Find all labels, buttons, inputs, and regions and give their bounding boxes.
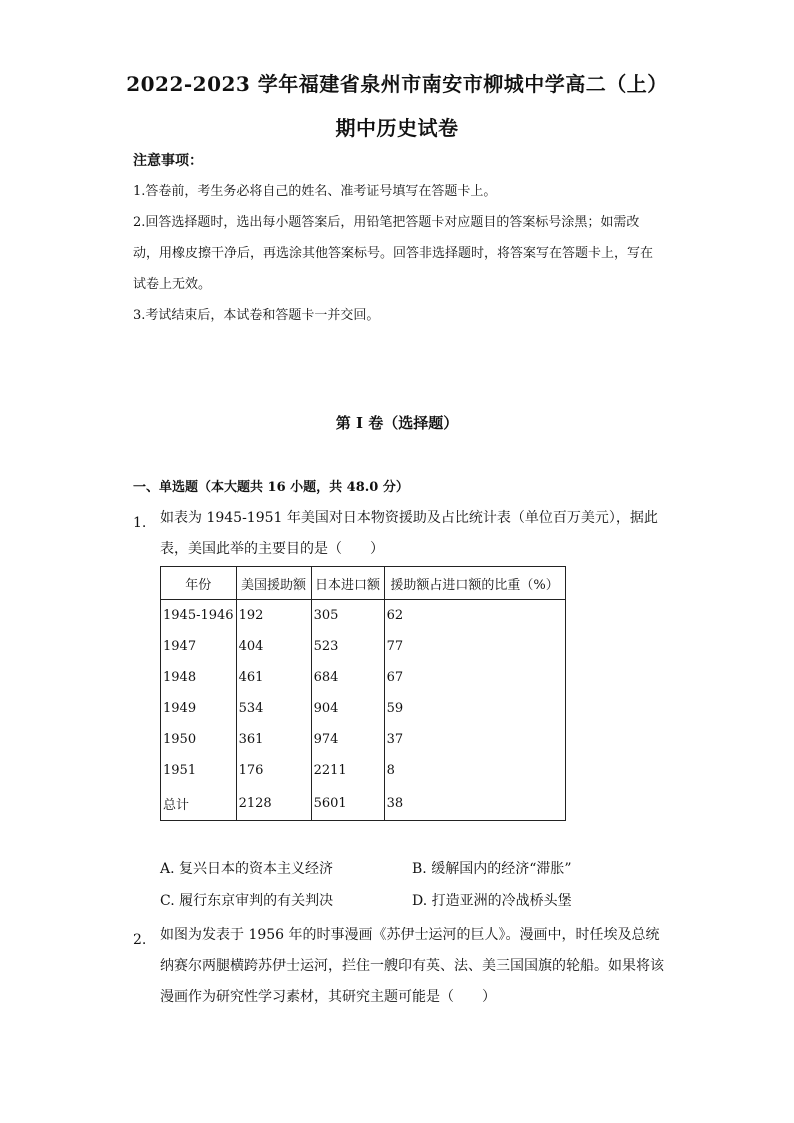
table-header-cell: 年份: [161, 567, 237, 600]
question-1-option-a[interactable]: A. 复兴日本的资本主义经济: [160, 861, 334, 877]
table-header-row: [161, 567, 566, 600]
table-cell: 2128: [236, 786, 311, 821]
table-cell: 1948: [161, 662, 237, 693]
table-header-cell: 美国援助额: [236, 567, 311, 600]
table-cell: 38: [384, 786, 565, 821]
table-cell: 523: [311, 631, 384, 662]
table-cell: 176: [236, 755, 311, 786]
question-1-option-c[interactable]: C. 履行东京审判的有关判决: [160, 893, 334, 909]
exam-title-line1: 2022-2023 学年福建省泉州市南安市柳城中学高二（上）: [126, 72, 668, 96]
table-cell: 8: [384, 755, 565, 786]
table-header-cell: 日本进口额: [311, 567, 384, 600]
aid-statistics-table: [160, 566, 566, 821]
table-row: [161, 631, 566, 662]
table-cell: 67: [384, 662, 565, 693]
table-cell: 1947: [161, 631, 237, 662]
table-cell: 361: [236, 724, 311, 755]
table-cell: 1950: [161, 724, 237, 755]
table-cell: 192: [236, 600, 311, 632]
notice-heading: 注意事项：: [133, 153, 203, 169]
table-row: [161, 724, 566, 755]
question-2-text: 如图为发表于 1956 年的时事漫画《苏伊士运河的巨人》。漫画中，时任埃及总统纳赛尔两腿横跨苏伊士运河，拦住一艘印有英、法、美三国国旗的轮船。如果将该漫画作为研究性学习素材，其研究主题可能是（ ）: [160, 927, 664, 1005]
table-header-cell: 援助额占进口额的比重（%）: [384, 567, 565, 600]
notice-item-3: 3.考试结束后，本试卷和答题卡一并交回。: [133, 308, 380, 323]
table-cell: 1951: [161, 755, 237, 786]
part-title: 第 I 卷（选择题）: [335, 414, 459, 432]
table-cell: 77: [384, 631, 565, 662]
table-cell: 1945-1946: [161, 600, 237, 632]
question-2-number: 2.: [133, 932, 147, 948]
table-cell: 59: [384, 693, 565, 724]
table-cell: 1949: [161, 693, 237, 724]
table-row: [161, 786, 566, 821]
section-title: 一、单选题（本大题共 16 小题，共 48.0 分）: [133, 480, 409, 495]
table-cell: 305: [311, 600, 384, 632]
notice-item-2: 2.回答选择题时，选出每小题答案后，用铅笔把答题卡对应题目的答案标号涂黑；如需改动，用橡皮擦干净后，再选涂其他答案标号。回答非选择题时，将答案写在答题卡上，写在试卷上无效。: [133, 215, 654, 292]
question-1-number: 1.: [133, 515, 147, 531]
table-cell: 2211: [311, 755, 384, 786]
table-cell: 404: [236, 631, 311, 662]
question-1-text: 如表为 1945-1951 年美国对日本物资援助及占比统计表（单位百万美元），据此表，美国此举的主要目的是（ ）: [160, 510, 658, 557]
table-cell: 62: [384, 600, 565, 632]
question-1-option-b[interactable]: B. 缓解国内的经济“滞胀”: [412, 861, 572, 877]
table-row: [161, 755, 566, 786]
table-cell: 5601: [311, 786, 384, 821]
question-1-option-d[interactable]: D. 打造亚洲的冷战桥头堡: [412, 893, 572, 909]
table-row: [161, 693, 566, 724]
table-row: [161, 662, 566, 693]
table-cell: 684: [311, 662, 384, 693]
table-cell: 461: [236, 662, 311, 693]
table-cell: 37: [384, 724, 565, 755]
table-row: [161, 600, 566, 632]
table-cell: 974: [311, 724, 384, 755]
table-cell: 总计: [161, 786, 237, 821]
exam-title-line2: 期中历史试卷: [335, 116, 459, 140]
table-cell: 904: [311, 693, 384, 724]
table-cell: 534: [236, 693, 311, 724]
notice-item-1: 1.答卷前，考生务必将自己的姓名、准考证号填写在答题卡上。: [133, 184, 497, 199]
